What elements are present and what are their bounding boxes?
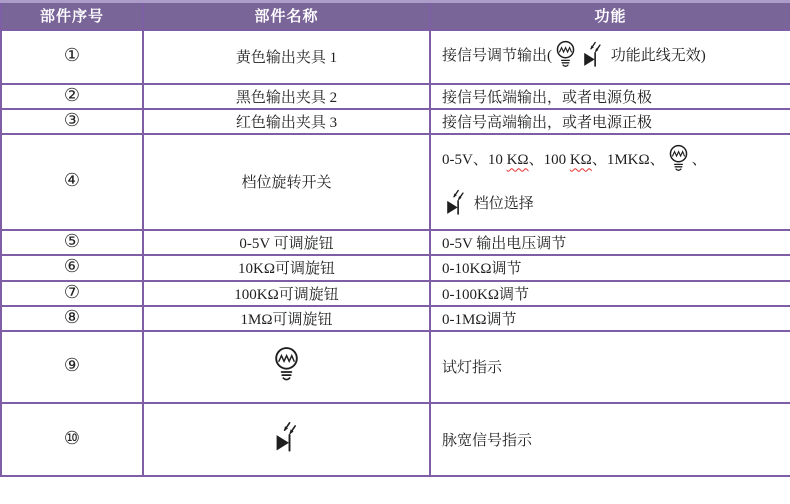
part-name-cell — [143, 255, 430, 281]
header-part-name: 部件名称 — [143, 2, 430, 30]
cell-line — [144, 283, 429, 304]
function-cell — [430, 230, 790, 255]
table-row — [1, 281, 790, 306]
cell-line — [442, 111, 784, 132]
table-row — [1, 109, 790, 134]
cell-text: 接信号低端输出，或者电源负极 — [442, 89, 653, 106]
cell-text: 、1MKΩ、 — [591, 151, 665, 168]
led-indicator-icon — [274, 421, 300, 453]
table-row — [1, 255, 790, 281]
cell-line — [144, 232, 429, 253]
function-cell — [430, 331, 790, 403]
circled-number: ⑩ — [63, 427, 81, 449]
function-cell — [430, 30, 790, 84]
function-cell — [430, 109, 790, 134]
function-cell — [430, 281, 790, 306]
table-header — [1, 2, 790, 30]
cell-line — [144, 171, 429, 192]
cell-text: 、100 — [528, 151, 570, 168]
function-cell — [430, 403, 790, 476]
table-body — [1, 30, 790, 476]
cell-text: 试灯指示 — [442, 360, 503, 376]
cell-text: 黑色输出夹具 2 — [235, 89, 338, 106]
part-name-cell — [143, 230, 430, 255]
cell-text: 、 — [691, 151, 707, 168]
led-indicator-icon — [582, 41, 604, 68]
part-name-cell — [143, 134, 430, 230]
part-number-cell — [1, 331, 143, 403]
part-number-cell — [1, 403, 143, 476]
cell-line — [442, 146, 784, 175]
cell-text: 档位选择 — [470, 195, 534, 212]
table-row — [1, 84, 790, 109]
part-name-cell — [143, 331, 430, 403]
cell-text: 10KΩ可调旋钮 — [238, 261, 335, 277]
cell-text: 0-1MΩ调节 — [442, 311, 517, 328]
table-row — [1, 403, 790, 476]
part-number-cell — [1, 134, 143, 230]
cell-text: KΩ — [506, 151, 529, 168]
cell-text: 100KΩ可调旋钮 — [234, 286, 339, 303]
cell-text: 功能此线无效) — [607, 47, 706, 64]
cell-text: 0-5V 可调旋钮 — [239, 235, 334, 252]
circled-number: ⑤ — [63, 230, 81, 252]
cell-text: 1MΩ可调旋钮 — [240, 311, 333, 328]
circled-number: ④ — [63, 170, 81, 191]
cell-text: 0-100KΩ调节 — [442, 286, 529, 303]
cell-text: 0-5V 输出电压调节 — [442, 235, 567, 252]
cell-text: 接信号调节输出( — [442, 47, 552, 64]
circled-number: ⑨ — [63, 355, 81, 376]
circled-number: ⑥ — [63, 256, 81, 277]
function-cell — [430, 306, 790, 331]
cell-line — [442, 308, 784, 329]
circled-number: ① — [63, 45, 81, 66]
part-number-cell — [1, 306, 143, 331]
header-function: 功能 — [430, 2, 790, 30]
cell-line — [144, 86, 429, 107]
lamp-indicator-icon — [273, 346, 300, 383]
cell-line — [144, 46, 429, 67]
circled-number: ③ — [63, 109, 81, 131]
cell-line — [442, 42, 784, 71]
table-row — [1, 30, 790, 84]
lamp-indicator-icon — [555, 40, 576, 69]
cell-text: 0-5V、10 — [442, 151, 507, 168]
circled-number: ⑦ — [63, 281, 81, 303]
cell-text: 档位旋转开关 — [241, 175, 332, 191]
circled-number: ② — [63, 84, 81, 106]
cell-line — [442, 283, 784, 304]
cell-line — [442, 257, 784, 278]
part-number-cell — [1, 255, 143, 281]
header-part-number: 部件序号 — [1, 2, 143, 30]
cell-line — [144, 308, 429, 329]
part-name-cell — [143, 281, 430, 306]
part-name-cell — [143, 109, 430, 134]
cell-line — [442, 356, 784, 377]
part-number-cell — [1, 281, 143, 306]
lamp-indicator-icon — [668, 144, 689, 173]
cell-text: 红色输出夹具 3 — [235, 114, 338, 131]
cell-line — [442, 191, 784, 218]
cell-text: KΩ — [569, 151, 592, 168]
part-name-cell — [143, 84, 430, 109]
part-name-cell — [143, 306, 430, 331]
part-number-cell — [1, 109, 143, 134]
cell-text: 脉宽信号指示 — [442, 432, 533, 449]
table-row — [1, 230, 790, 255]
cell-line — [144, 111, 429, 132]
cell-line — [442, 232, 784, 253]
function-cell — [430, 84, 790, 109]
function-cell — [430, 134, 790, 230]
circled-number: ⑧ — [63, 306, 81, 328]
cell-line — [442, 86, 784, 107]
cell-line — [144, 423, 429, 455]
cell-text: 黄色输出夹具 1 — [235, 50, 338, 66]
part-number-cell — [1, 84, 143, 109]
function-cell — [430, 255, 790, 281]
part-number-cell — [1, 30, 143, 84]
cell-line — [144, 348, 429, 385]
table-row — [1, 134, 790, 230]
part-name-cell — [143, 30, 430, 84]
table-row — [1, 331, 790, 403]
table-row — [1, 306, 790, 331]
led-indicator-icon — [445, 189, 467, 216]
cell-text: 接信号高端输出，或者电源正极 — [442, 114, 653, 131]
cell-line — [144, 257, 429, 278]
cell-text: 0-10KΩ调节 — [442, 261, 522, 277]
header-row — [1, 2, 790, 30]
part-name-cell — [143, 403, 430, 476]
cell-line — [442, 429, 784, 450]
part-number-cell — [1, 230, 143, 255]
